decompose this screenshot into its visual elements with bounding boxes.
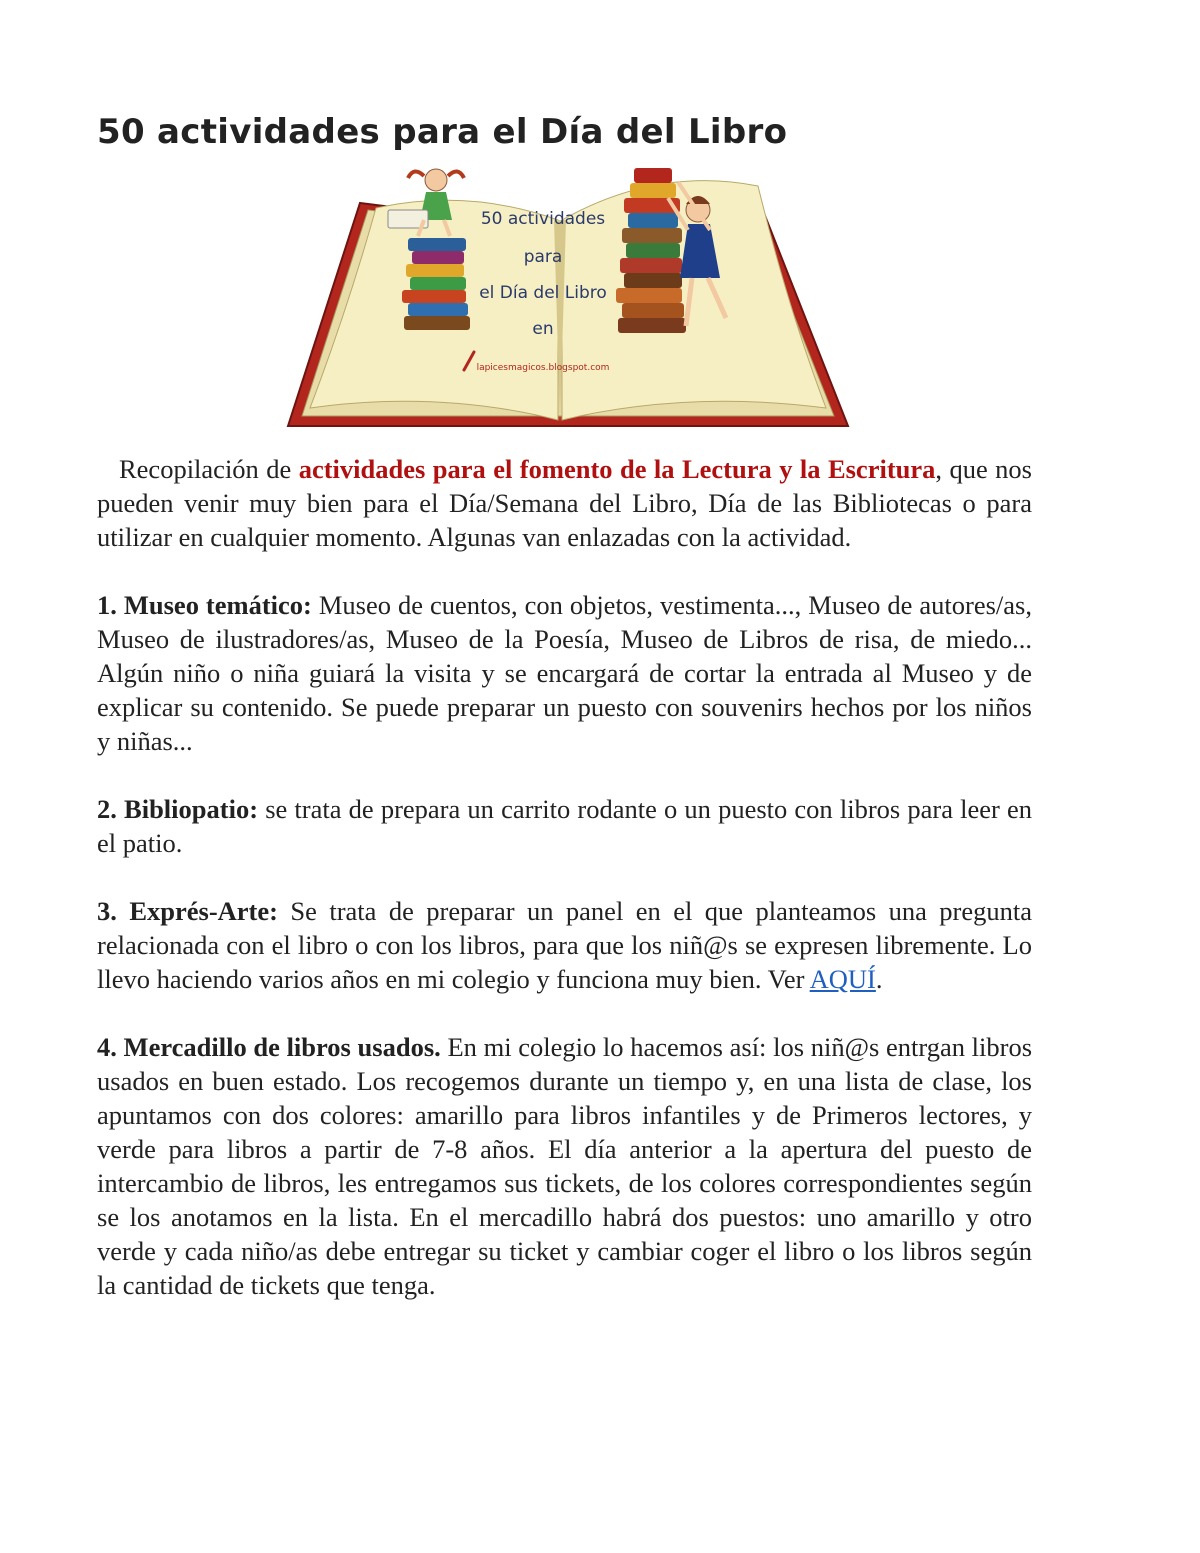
illustration-line-1: 50 actividades	[480, 209, 606, 229]
open-book-illustration	[268, 158, 852, 430]
page-title: 50 actividades para el Día del Libro	[97, 112, 788, 152]
item-heading: 3. Exprés-Arte:	[97, 896, 278, 926]
intro-text-start: Recopilación de	[119, 454, 299, 484]
list-item	[97, 588, 1032, 758]
intro-highlight: actividades para el fomento de la Lectura y la Escritura	[298, 454, 936, 484]
item-heading: 4. Mercadillo de libros usados.	[97, 1032, 441, 1062]
item-text: En mi colegio lo hacemos así: los niñ@s entrgan libros usados en buen estado. Los recogemos durante un tiempo y, en una lista de clase, los apuntamos con dos colores: amarillo para libros infantiles y de Primeros lectores, y verde para libros a partir de 7-8 años. El día anterior a la apertura del puesto de intercambio de libros, les entregamos sus tickets, de los colores correspondientes según se los anotamos en la lista. En el mercadillo habrá dos puestos: uno amarillo y otro verde y cada niño/as debe entregar su ticket y cambiar coger el libro o los libros según la cantidad de tickets que tenga.	[97, 1032, 1033, 1300]
item-heading: 1. Museo temático:	[97, 590, 312, 620]
aqui-link[interactable]: AQUÍ	[809, 964, 876, 994]
intro-text-end: , que nos pueden venir muy bien para el Día/Semana del Libro, Día de las Bibliotecas o para utilizar en cualquier momento. Algunas van enlazadas con la actividad.	[97, 454, 1032, 552]
article-body	[97, 452, 1032, 1336]
intro-paragraph	[97, 452, 1032, 554]
illustration-line-4: en	[532, 319, 554, 339]
illustration-credit: lapicesmagicos.blogspot.com	[476, 363, 610, 373]
item-text: se trata de prepara un carrito rodante o un puesto con libros para leer en el patio.	[97, 794, 1032, 858]
item-text: Museo de cuentos, con objetos, vestimenta..., Museo de autores/as, Museo de ilustradores/as, Museo de la Poesía, Museo de Libros de risa, de miedo... Algún niño o niña guiará la visita y se encargará de cortar la entrada al Museo y de explicar su contenido. Se puede preparar un puesto con souvenirs hechos por los niños y niñas...	[97, 590, 1032, 756]
illustration-line-3: el Día del Libro	[479, 283, 607, 303]
illustration-line-2: para	[523, 247, 563, 267]
list-item	[97, 1030, 1032, 1302]
item-text-end: .	[875, 964, 883, 994]
list-item	[97, 792, 1032, 860]
item-heading: 2. Bibliopatio:	[97, 794, 259, 824]
item-text: Se trata de preparar un panel en el que planteamos una pregunta relacionada con el libro o con los libros, para que los niñ@s se expresen libremente. Lo llevo haciendo varios años en mi colegio y funciona muy bien. Ver	[97, 896, 1032, 994]
list-item	[97, 894, 1032, 996]
